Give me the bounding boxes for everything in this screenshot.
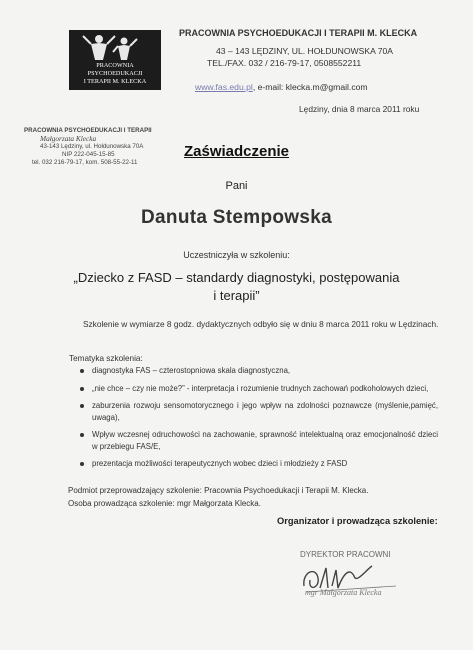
signature-stamp-name: mgr Małgorzata Klecka (305, 588, 382, 597)
list-item (92, 400, 438, 423)
stamp-line5: tel. 032 216-79-17, kom. 508-55-22-11 (32, 159, 138, 166)
stamp-line3: 43-143 Lędziny, ul. Hołdunowska 70A (40, 143, 144, 150)
list-item (92, 365, 438, 377)
course-title-line2: i terapii” (213, 288, 260, 303)
email-text: , e-mail: klecka.m@gmail.com (252, 82, 368, 92)
topics-list (92, 365, 438, 476)
bullet-icon (80, 404, 84, 408)
signature-stamp-title: DYREKTOR PRACOWNI (300, 550, 391, 559)
recipient-name: Danuta Stempowska (141, 207, 332, 228)
course-title (60, 269, 413, 305)
training-provider-info (68, 484, 368, 510)
topic-text: prezentacja możliwości terapeutycznych wobec dzieci i młodzieży z FASD (92, 459, 348, 468)
list-item (92, 429, 438, 452)
logo-text-line2: PSYCHOEDUKACJI (87, 70, 143, 77)
training-description: Szkolenie w wymiarze 8 godz. dydaktycznych odbyło się w dniu 8 marca 2011 roku w Lędzinach. (83, 319, 439, 329)
organization-phone: TEL./FAX. 032 / 216-79-17, 0508552211 (207, 58, 362, 68)
salutation: Pani (225, 180, 248, 192)
lecturer-line: Osoba prowadząca szkolenie: mgr Małgorzata Klecka. (68, 499, 261, 508)
organization-name: PRACOWNIA PSYCHOEDUKACJI I TERAPII M. KLECKA (179, 28, 418, 38)
list-item (92, 383, 438, 395)
participation-intro: Uczestniczyła w szkoleniu: (183, 250, 290, 260)
list-item (92, 458, 438, 470)
topics-heading: Tematyka szkolenia: (69, 354, 143, 363)
topic-text: Wpływ wczesnej odruchowości na zachowanie, sprawność intelektualną oraz emocjonalność dzieci w przebiegu FAS/E, (92, 430, 438, 451)
provider-line: Podmiot przeprowadzający szkolenie: Pracownia Psychoedukacji i Terapii M. Klecka. (68, 486, 369, 495)
certificate-title: Zaświadczenie (183, 143, 290, 160)
logo-text-line3: I TERAPII M. KLECKA (83, 78, 147, 85)
topic-text: diagnostyka FAS – czterostopniowa skala diagnostyczna, (92, 366, 291, 375)
logo-text-line1: PRACOWNIA (96, 62, 134, 69)
website-link[interactable]: www.fas.edu.pl (195, 82, 253, 92)
organization-address: 43 – 143 LĘDZINY, UL. HOŁDUNOWSKA 70A (216, 46, 394, 56)
stamp-line2: Małgorzata Klecka (40, 134, 97, 143)
stamp-line1: PRACOWNIA PSYCHOEDUKACJI I TERAPII (24, 127, 152, 134)
topic-text: „nie chce – czy nie może?” - interpretacja i rozumienie trudnych zachowań podkoholowych dzieci, (92, 383, 429, 393)
course-title-line1: „Dziecko z FASD – standardy diagnostyki, postępowania (73, 270, 400, 285)
bullet-icon (80, 433, 84, 437)
stamp-line4: NIP 222-045-15-85 (62, 151, 115, 158)
organization-logo (69, 30, 161, 90)
bullet-icon (80, 462, 84, 466)
topic-text: zaburzenia rozwoju sensomotorycznego i jego wpływ na zdolności poznawcze (myślenie,pamięć, uwaga), (92, 401, 438, 422)
contact-line (195, 82, 368, 92)
bullet-icon (80, 369, 84, 373)
place-date: Lędziny, dnia 8 marca 2011 roku (299, 104, 420, 114)
organizer-label: Organizator i prowadząca szkolenie: (277, 516, 438, 526)
bullet-icon (80, 387, 84, 391)
